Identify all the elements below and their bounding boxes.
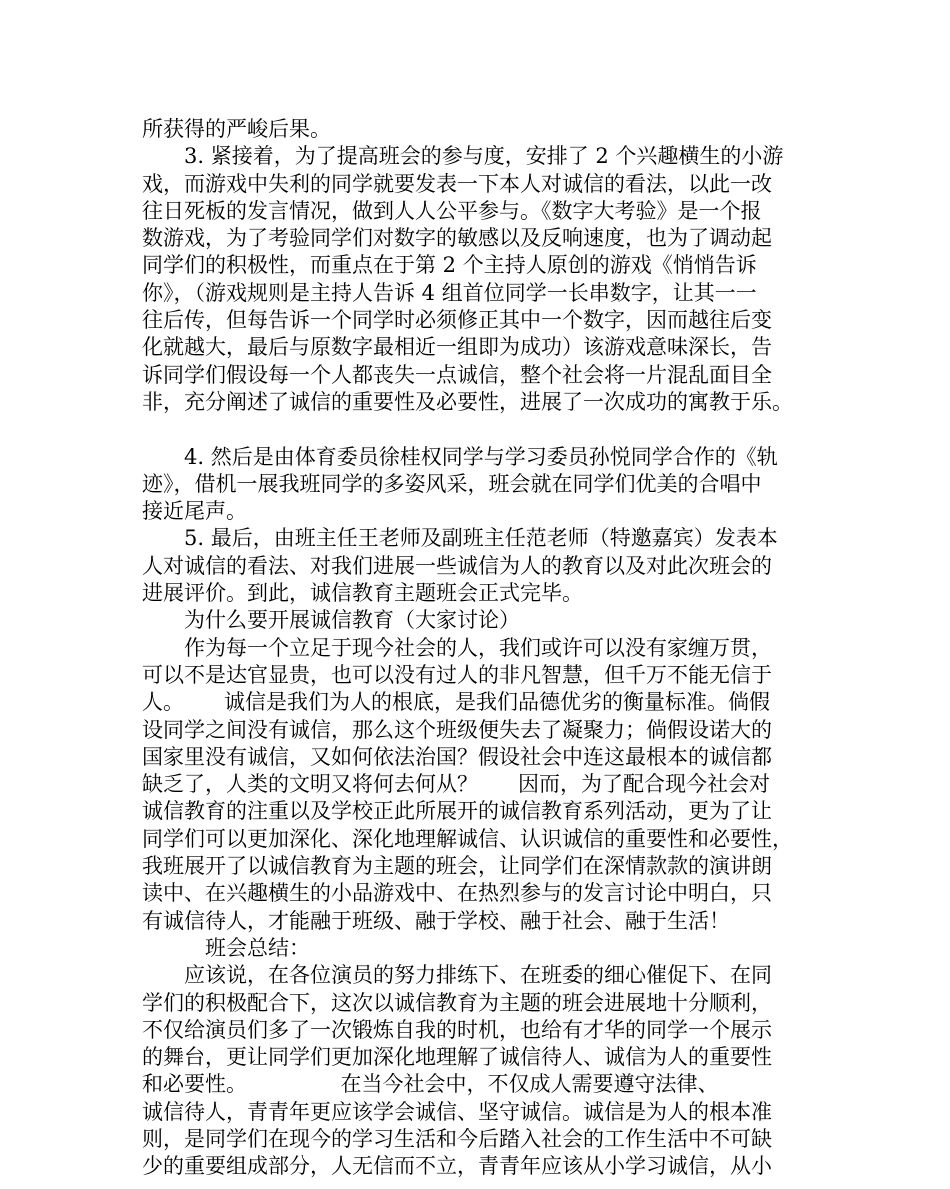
- paragraph-line: 可以不是达官显贵，也可以没有过人的非凡智慧，但千万不能无信于: [142, 662, 772, 687]
- paragraph-line: 迹》，借机一展我班同学的多姿风采，班会就在同学们优美的合唱中: [142, 471, 762, 496]
- paragraph-line: 3. 紧接着，为了提高班会的参与度，安排了 2 个兴趣横生的小游: [184, 144, 784, 169]
- paragraph-line: 所获得的严峻后果。: [142, 117, 331, 141]
- paragraph-line: 人。 诚信是我们为人的根底，是我们品德优劣的衡量标准。倘假: [142, 690, 771, 715]
- paragraph-line: 缺乏了，人类的文明又将何去何从？ 因而，为了配合现今社会对: [142, 772, 771, 797]
- paragraph-line: 4. 然后是由体育委员徐桂权同学与学习委员孙悦同学合作的《轨: [184, 444, 778, 469]
- paragraph-line: 少的重要组成部分，人无信而不立，青青年应该从小学习诚信，从小: [142, 1154, 772, 1179]
- paragraph-line: 人对诚信的看法、对我们进展一些诚信为人的教育以及对此次班会的: [142, 553, 772, 578]
- paragraph-line: 5. 最后，由班主任王老师及副班主任范老师（特邀嘉宾）发表本: [184, 526, 778, 551]
- paragraph-line: 有诚信待人，才能融于班级、融于学校、融于社会、融于生活！: [142, 908, 730, 933]
- paragraph-line: 往后传，但每告诉一个同学时必须修正其中一个数字，因而越往后变: [142, 308, 772, 333]
- blank-line: [142, 416, 812, 443]
- paragraph-line: 读中、在兴趣横生的小品游戏中、在热烈参与的发言讨论中明白，只: [142, 881, 772, 906]
- paragraph-line: 不仅给演员们多了一次锻炼自我的时机，也给有才华的同学一个展示: [142, 1017, 772, 1042]
- paragraph-line: 接近尾声。: [142, 499, 247, 524]
- paragraph-line: 同学们的积极性，而重点在于第 2 个主持人原创的游戏《悄悄告诉: [142, 253, 757, 278]
- paragraph-line: 戏，而游戏中失利的同学就要发表一下本人对诚信的看法，以此一改: [142, 171, 772, 196]
- paragraph-line: 学们的积极配合下，这次以诚信教育为主题的班会进展地十分顺利，: [142, 990, 772, 1015]
- paragraph-line: 作为每一个立足于现今社会的人，我们或许可以没有家缠万贯，: [184, 635, 772, 660]
- paragraph-line: 诚信教育的注重以及学校正此所展开的诚信教育系列活动，更为了让: [142, 799, 772, 824]
- paragraph-line: 国家里没有诚信，又如何依法治国？假设社会中连这最根本的诚信都: [142, 744, 772, 769]
- paragraph-line: 我班展开了以诚信教育为主题的班会，让同学们在深情款款的演讲朗: [142, 854, 772, 879]
- paragraph-line: 的舞台，更让同学们更加深化地理解了诚信待人、诚信为人的重要性: [142, 1045, 772, 1070]
- paragraph-line: 应该说，在各位演员的努力排练下、在班委的细心催促下、在同: [184, 963, 772, 988]
- paragraph-line: 你》，（游戏规则是主持人告诉 4 组首位同学一长串数字，让其一一: [142, 280, 757, 305]
- document-body: [142, 116, 812, 1181]
- paragraph-line: 化就越大，最后与原数字最相近一组即为成功）该游戏意味深长，告: [142, 335, 772, 360]
- section-heading: 班会总结：: [205, 935, 310, 960]
- paragraph-line: 数游戏，为了考验同学们对数字的敏感以及反响速度，也为了调动起: [142, 226, 772, 251]
- paragraph-line: 同学们可以更加深化、深化地理解诚信、认识诚信的重要性和必要性，: [142, 826, 793, 851]
- paragraph-line: 诚信待人，青青年更应该学会诚信、坚守诚信。诚信是为人的根本准: [142, 1099, 772, 1124]
- paragraph-line: 设同学之间没有诚信，那么这个班级便失去了凝聚力；倘假设诺大的: [142, 717, 772, 742]
- paragraph-line: 非，充分阐述了诚信的重要性及必要性，进展了一次成功的寓教于乐。: [142, 389, 793, 414]
- section-heading: 为什么要开展诚信教育（大家讨论）: [184, 608, 520, 633]
- paragraph-line: 则，是同学们在现今的学习生活和今后踏入社会的工作生活中不可缺: [142, 1126, 772, 1151]
- paragraph-line: 往日死板的发言情况，做到人人公平参与。《数字大考验》是一个报: [142, 198, 762, 223]
- paragraph-line: 和必要性。 在当今社会中，不仅成人需要遵守法律、: [142, 1072, 719, 1097]
- paragraph-line: 进展评价。到此，诚信教育主题班会正式完毕。: [142, 581, 583, 606]
- paragraph-line: 诉同学们假设每一个人都丧失一点诚信，整个社会将一片混乱面目全: [142, 362, 772, 387]
